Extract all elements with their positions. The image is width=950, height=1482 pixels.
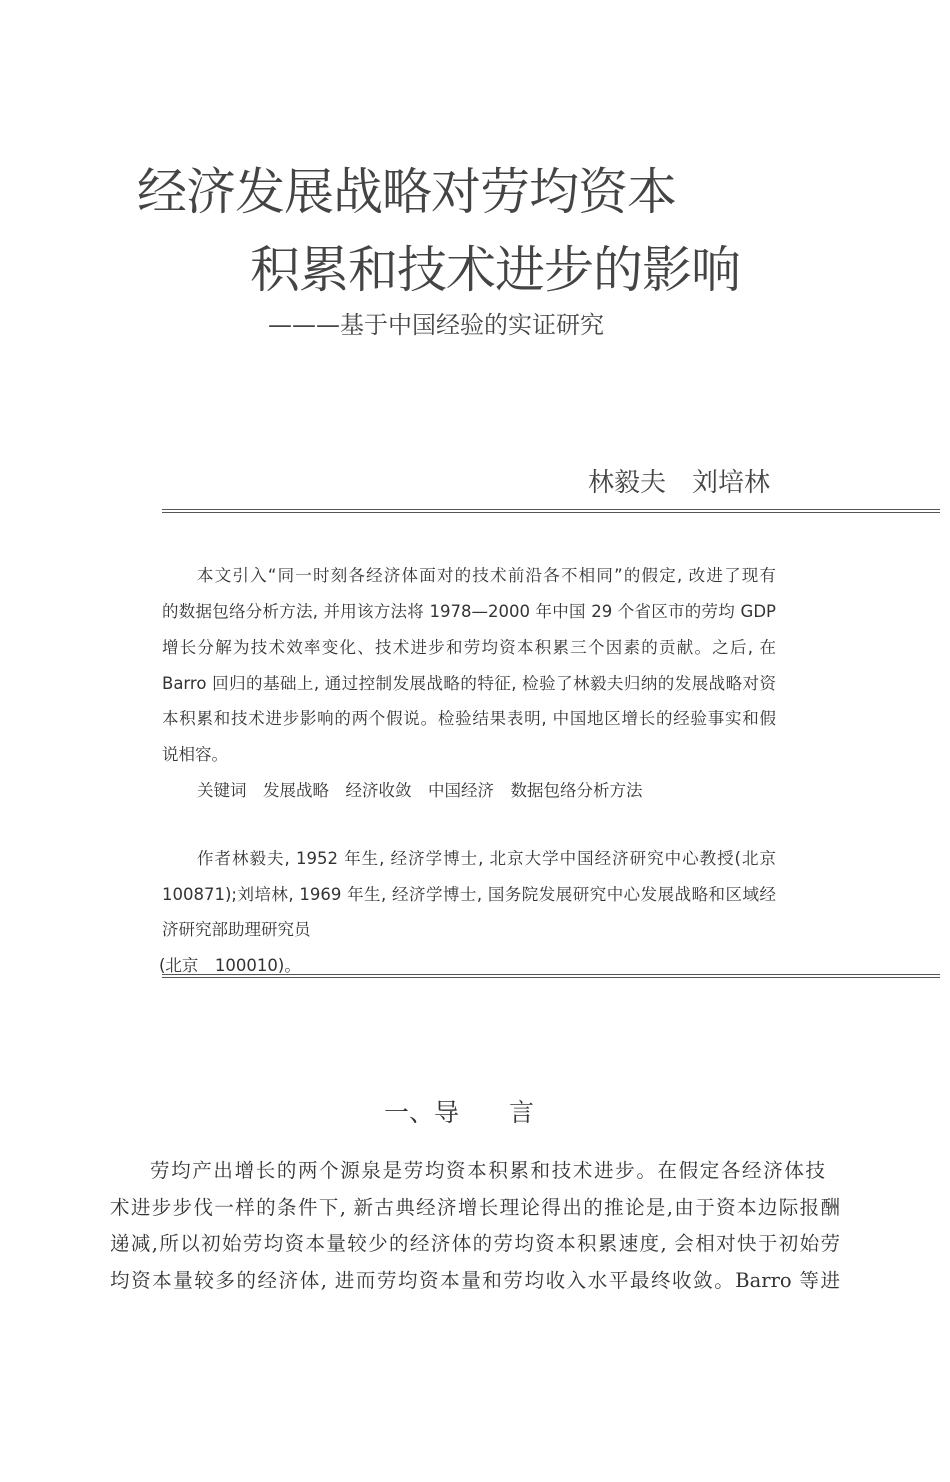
body-line: 均资本量较多的经济体, 进而劳均资本量和劳均收入水平最终收敛。Barro 等进: [110, 1269, 840, 1292]
title-line-2: 积累和技术进步的影响: [250, 241, 740, 299]
abstract-line: Barro 回归的基础上, 通过控制发展战略的特征, 检验了林毅夫归纳的发展战略对资: [162, 674, 776, 693]
body-line: 术进步步伐一样的条件下, 新古典经济增长理论得出的推论是,由于资本边际报酬: [110, 1196, 840, 1219]
abstract-line: 的数据包络分析方法, 并用该方法将 1978—2000 年中国 29 个省区市的劳均 GDP: [162, 602, 776, 621]
divider-top: [162, 509, 940, 513]
subtitle: ———基于中国经验的实证研究: [268, 311, 604, 339]
body-line: 递减,所以初始劳均资本量较少的经济体的劳均资本积累速度, 会相对快于初始劳: [110, 1232, 840, 1255]
author-info-line: (北京 100010)。: [159, 956, 301, 975]
body-line: 劳均产出增长的两个源泉是劳均资本积累和技术进步。在假定各经济体技: [150, 1159, 825, 1182]
author-info-line: 作者林毅夫, 1952 年生, 经济学博士, 北京大学中国经济研究中心教授(北京: [197, 849, 776, 868]
abstract-line: 增长分解为技术效率变化、技术进步和劳均资本积累三个因素的贡献。之后, 在: [162, 638, 776, 657]
abstract-line: 说相容。: [162, 745, 228, 764]
author-info-line: 100871);刘培林, 1969 年生, 经济学博士, 国务院发展研究中心发展战略和区域经: [162, 885, 776, 904]
author-info-line: 济研究部助理研究员: [162, 920, 311, 939]
section-heading: 一、导 言: [384, 1098, 535, 1127]
divider-bottom: [162, 974, 940, 978]
title-line-1: 经济发展战略对劳均资本: [137, 163, 676, 221]
abstract-line: 本文引入“同一时刻各经济体面对的技术前沿各不相同”的假定, 改进了现有: [197, 566, 776, 585]
authors: 林毅夫 刘培林: [588, 468, 771, 498]
abstract-line: 本积累和技术进步影响的两个假说。检验结果表明, 中国地区增长的经验事实和假: [162, 709, 776, 728]
keywords: 关键词 发展战略 经济收敛 中国经济 数据包络分析方法: [197, 781, 643, 800]
